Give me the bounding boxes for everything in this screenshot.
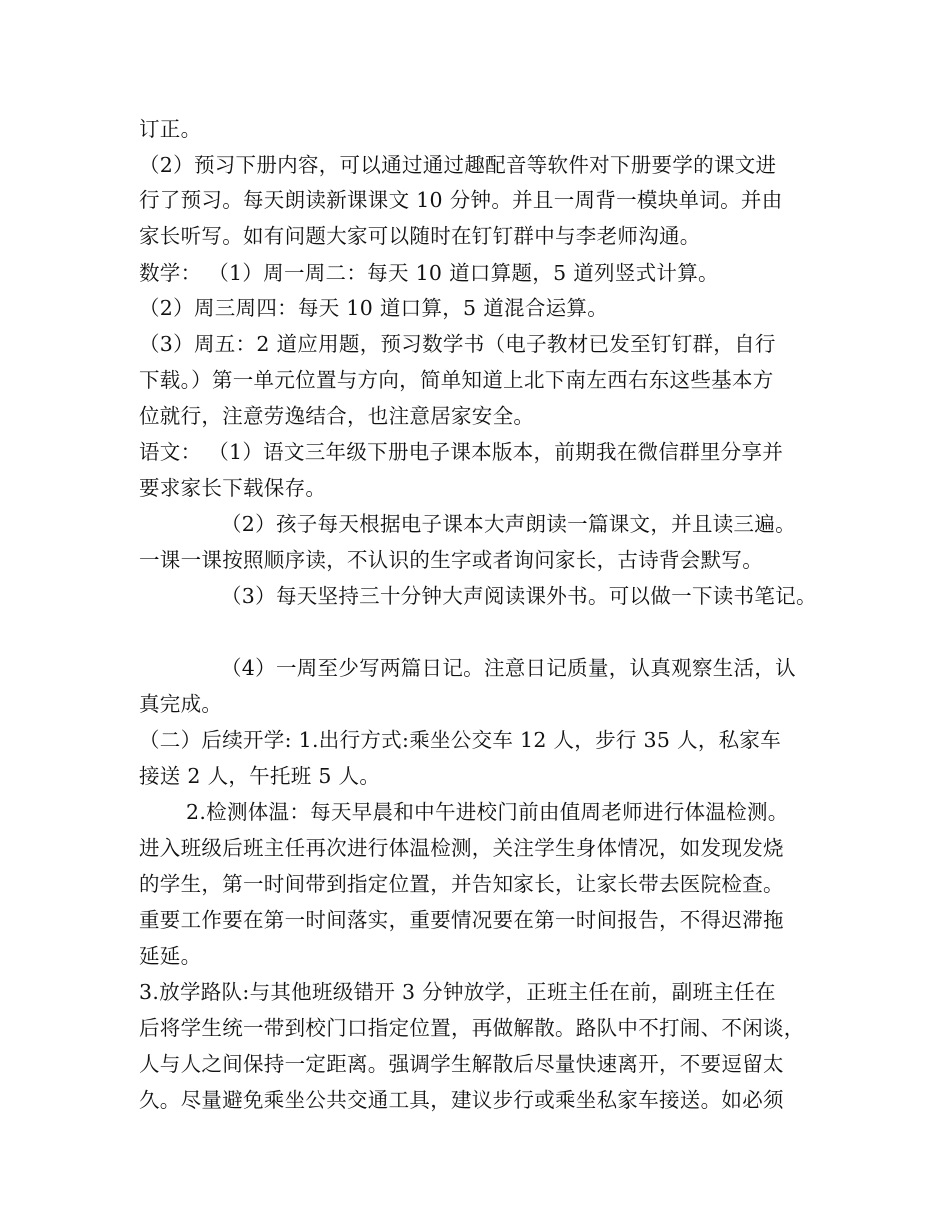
text-line: 位就行，注意劳逸结合，也注意居家安全。: [139, 404, 535, 428]
text-line: 订正。: [139, 117, 202, 141]
text-line: 接送 2 人，午托班 5 人。: [139, 764, 381, 788]
text-line: （2）孩子每天根据电子课本大声朗读一篇课文，并且读三遍。: [221, 512, 796, 536]
text-line: 下载。）第一单元位置与方向，简单知道上北下南左西右东这些基本方: [139, 368, 774, 392]
text-line: （二）后续开学: 1.出行方式:乘坐公交车 12 人，步行 35 人，私家车: [139, 728, 782, 752]
text-line: 真完成。: [139, 692, 223, 716]
text-line: 行了预习。每天朗读新课课文 10 分钟。并且一周背一模块单词。并由: [139, 188, 783, 212]
text-line: 语文： （1）语文三年级下册电子课本版本，前期我在微信群里分享并: [139, 440, 784, 464]
text-line: 进入班级后班主任再次进行体温检测，关注学生身体情况，如发现发烧: [139, 836, 784, 860]
text-line: 久。尽量避免乘坐公共交通工具，建议步行或乘坐私家车接送。如必须: [139, 1088, 784, 1112]
text-line: （2）预习下册内容，可以通过通过趣配音等软件对下册要学的课文进: [139, 153, 777, 177]
text-line: 重要工作要在第一时间落实，重要情况要在第一时间报告，不得迟滞拖: [139, 908, 784, 932]
text-line: 要求家长下载保存。: [139, 476, 327, 500]
text-line: 2.检测体温：每天早晨和中午进校门前由值周老师进行体温检测。: [186, 800, 789, 824]
text-line: （4）一周至少写两篇日记。注意日记质量，认真观察生活，认: [221, 656, 796, 680]
text-line: 人与人之间保持一定距离。强调学生解散后尽量快速离开，不要逗留太: [139, 1052, 784, 1076]
text-line: 数学： （1）周一周二：每天 10 道口算题，5 道列竖式计算。: [139, 261, 719, 285]
text-line: 一课一课按照顺序读，不认识的生字或者询问家长，古诗背会默写。: [139, 548, 763, 572]
text-line: 的学生，第一时间带到指定位置，并告知家长，让家长带去医院检查。: [139, 872, 784, 896]
text-line: （2）周三周四：每天 10 道口算，5 道混合运算。: [139, 296, 609, 320]
text-line: （3）每天坚持三十分钟大声阅读课外书。可以做一下读书笔记。: [221, 584, 817, 608]
text-line: （3）周五：2 道应用题，预习数学书（电子教材已发至钉钉群，自行: [139, 332, 776, 356]
text-line: 延延。: [139, 944, 202, 968]
text-line: 3.放学路队:与其他班级错开 3 分钟放学，正班主任在前，副班主任在: [139, 980, 776, 1004]
text-line: 家长听写。如有问题大家可以随时在钉钉群中与李老师沟通。: [139, 224, 701, 248]
text-line: 后将学生统一带到校门口指定位置，再做解散。路队中不打闹、不闲谈，: [139, 1016, 805, 1040]
